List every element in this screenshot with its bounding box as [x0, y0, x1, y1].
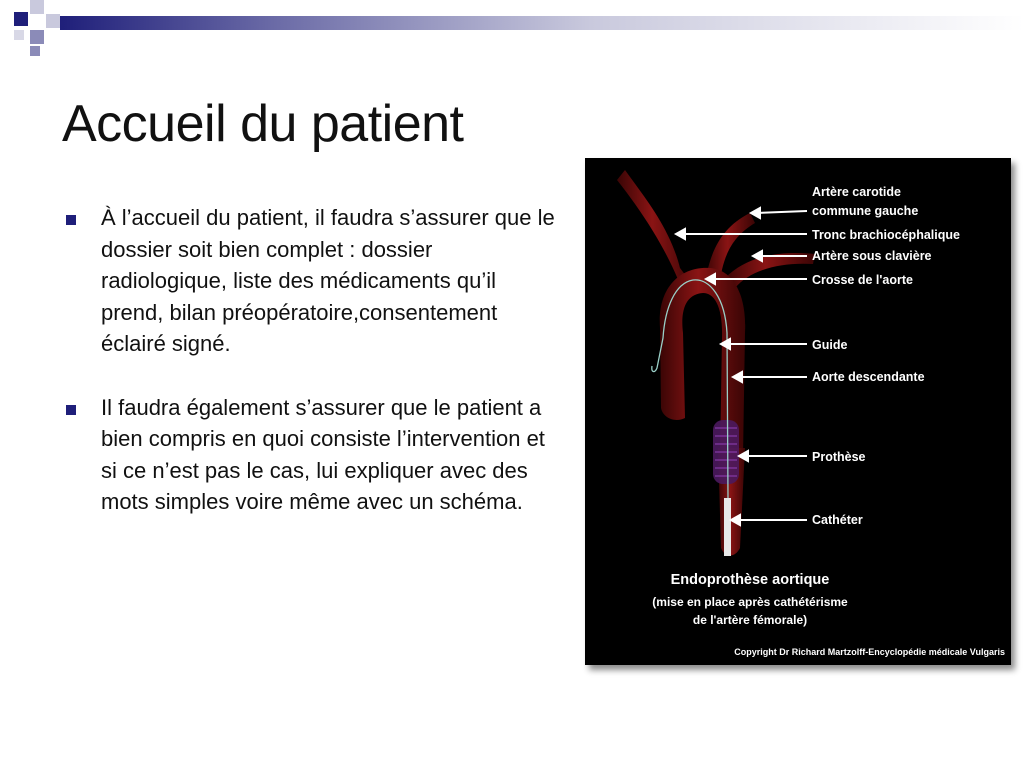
caption-line: (mise en place après cathétérisme: [652, 595, 848, 609]
decor-square: [30, 46, 40, 56]
bullet-text: Il faudra également s’assurer que le patient a bien compris en quoi consiste l’intervention et si ce n’est pas le cas, lui expliquer avec des mots simples voire même avec un schéma.: [101, 394, 545, 514]
label-crosse: Crosse de l'aorte: [812, 273, 913, 287]
square-bullet-icon: [66, 215, 76, 225]
bullet-list: [62, 202, 562, 550]
aorta-diagram: [585, 158, 1011, 665]
caption-line: de l'artère fémorale): [692, 613, 808, 627]
label-descendante: Aorte descendante: [812, 370, 925, 384]
decor-square: [46, 14, 60, 28]
label-tronc: Tronc brachiocéphalique: [812, 228, 960, 242]
slide-title: Accueil du patient: [62, 95, 464, 153]
caption-title: Endoprothèse aortique: [670, 572, 830, 588]
label-carotide-2: commune gauche: [812, 204, 919, 218]
label-prothese: Prothèse: [812, 450, 866, 464]
bullet-item: [62, 202, 562, 360]
square-bullet-icon: [66, 405, 76, 415]
decor-square: [14, 30, 24, 40]
decor-square: [14, 12, 28, 26]
copyright-notice: Copyright Dr Richard Martzolff-Encyclopédie médicale Vulgaris: [734, 647, 1005, 657]
decor-square: [30, 0, 44, 14]
bullet-item: [62, 392, 562, 518]
label-carotide-1: Artère carotide: [812, 185, 901, 199]
label-claviere: Artère sous clavière: [812, 249, 932, 263]
label-guide: Guide: [812, 338, 848, 352]
header-gradient-band: [60, 16, 1024, 30]
bullet-text: À l’accueil du patient, il faudra s’assurer que le dossier soit bien complet : dossier radiologique, liste des médicaments qu’il prend, bilan préopératoire,consentement éclairé signé.: [101, 205, 555, 356]
decor-square: [30, 30, 44, 44]
label-catheter: Cathéter: [812, 513, 863, 527]
